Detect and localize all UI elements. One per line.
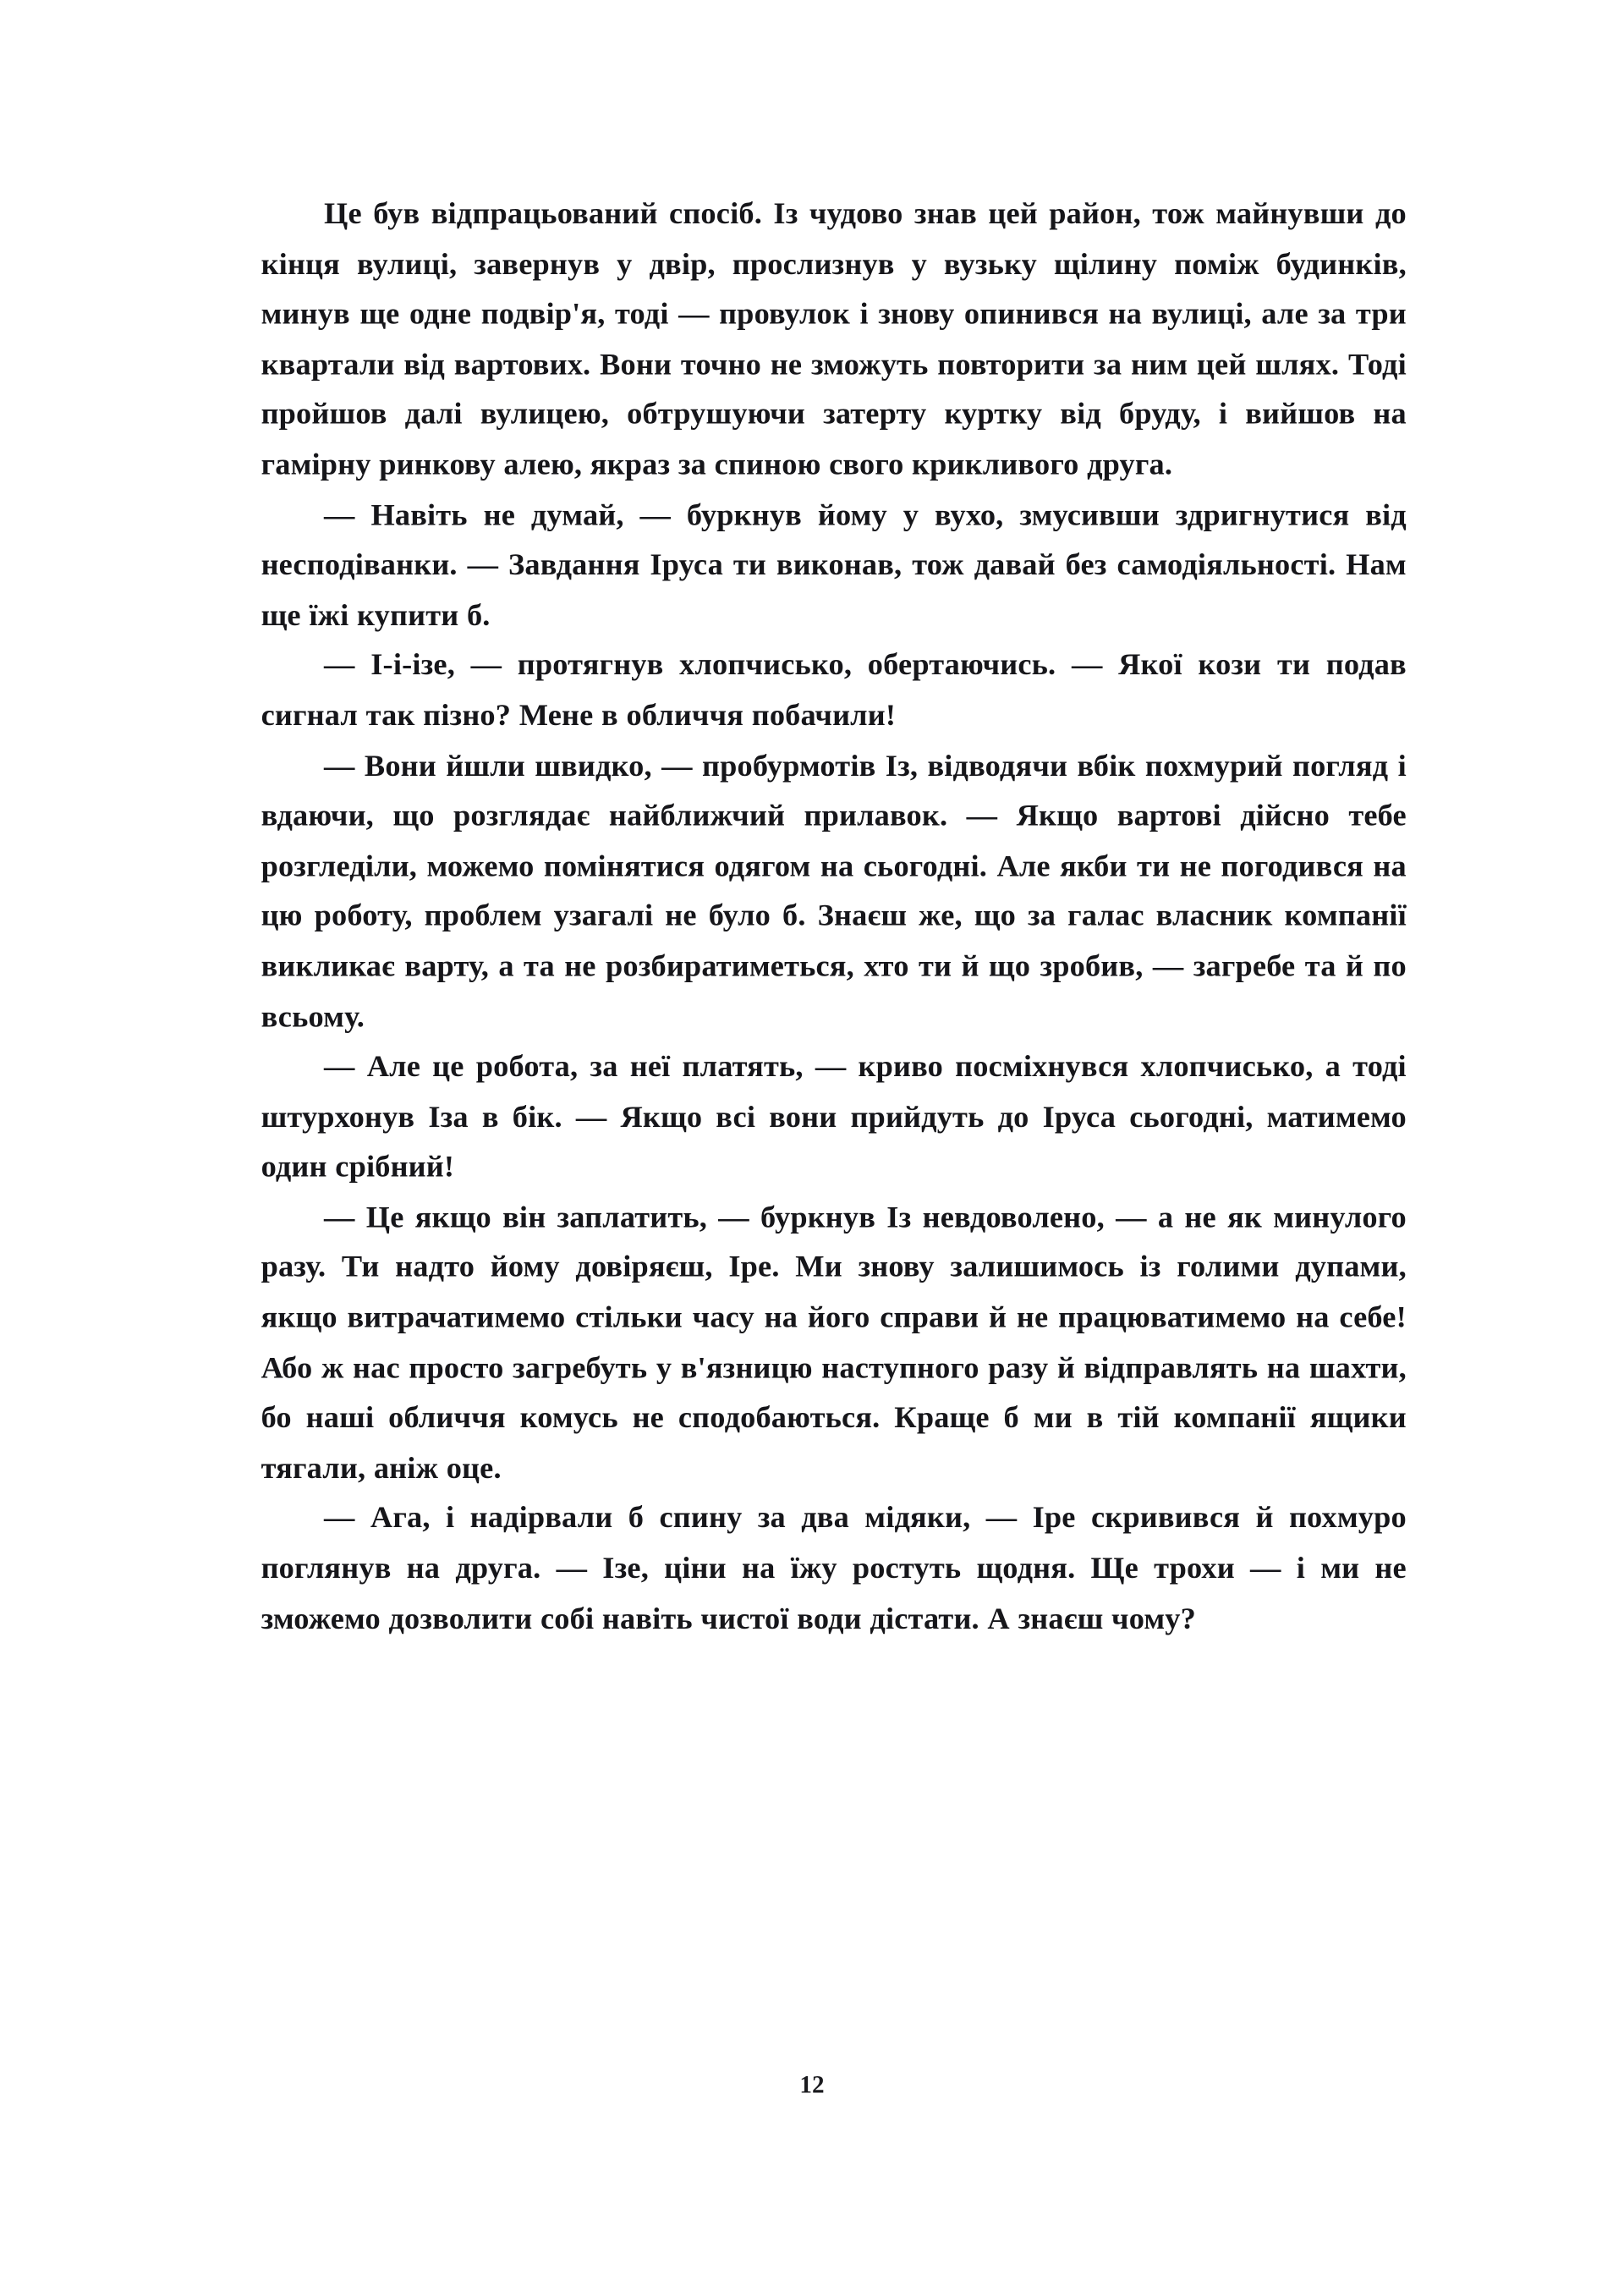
paragraph: — Але це робота, за неї платять, — криво посміхнувся хлопчисько, а тоді штурхонув Іза в бік. — Якщо всі вони прийдуть до Іруса сьогодні, матимемо один срібний! bbox=[261, 1048, 1407, 1184]
paragraph: — Це якщо він заплатить, — буркнув Із невдоволено, — а не як минулого разу. Ти надто йому довіряєш, Іре. Ми знову залишимось із голими дупами, якщо витрачатимемо стільки часу на його справи й не працюватимемо на себе! Або ж нас просто загребуть у в'язницю наступного разу й відправлять на шахти, бо наші обличчя комусь не сподобаються. Краще б ми в тій компанії ящики тягали, аніж оце. bbox=[261, 1199, 1407, 1486]
page-number: 12 bbox=[799, 2070, 825, 2099]
paragraph: — І-і-ізе, — протягнув хлопчисько, обертаючись. — Якої кози ти подав сигнал так пізно? Мене в обличчя побачили! bbox=[261, 647, 1407, 733]
paragraph: — Ага, і надірвали б спину за два мідяки, — Іре скривився й похмуро поглянув на друга. — Ізе, ціни на їжу ростуть щодня. Ще трохи — і ми не зможемо дозволити собі навіть чистої води дістати. А знаєш чому? bbox=[261, 1500, 1407, 1636]
paragraph: — Вони йшли швидко, — пробурмотів Із, відводячи вбік похмурий погляд і вдаючи, що розглядає найближчий прилавок. — Якщо вартові дійсно тебе розгледіли, можемо помінятися одягом на сьогодні. Але якби ти не погодився на цю роботу, проблем узагалі не було б. Знаєш же, що за галас власник компанії викликає варту, а та не розбиратиметься, хто ти й що зробив, — загребе та й по всьому. bbox=[261, 747, 1407, 1034]
paragraph: Це був відпрацьований спосіб. Із чудово знав цей район, тож майнувши до кінця вулиці, завернув у двір, прослизнув у вузьку щілину поміж будинків, минув ще одне подвір'я, тоді — провулок і знову опинився на вулиці, але за три квартали від вартових. Вони точно не зможуть повторити за ним цей шлях. Тоді пройшов далі вулицею, обтрушуючи затерту куртку від бруду, і вийшов на гамірну ринкову алею, якраз за спиною свого крикливого друга. bbox=[261, 195, 1407, 482]
paragraph: — Навіть не думай, — буркнув йому у вухо, змусивши здригнутися від несподіванки. — Завдання Іруса ти виконав, тож давай без самодіяльності. Нам ще їжі купити б. bbox=[261, 497, 1407, 632]
page-text-block bbox=[261, 189, 1407, 1644]
